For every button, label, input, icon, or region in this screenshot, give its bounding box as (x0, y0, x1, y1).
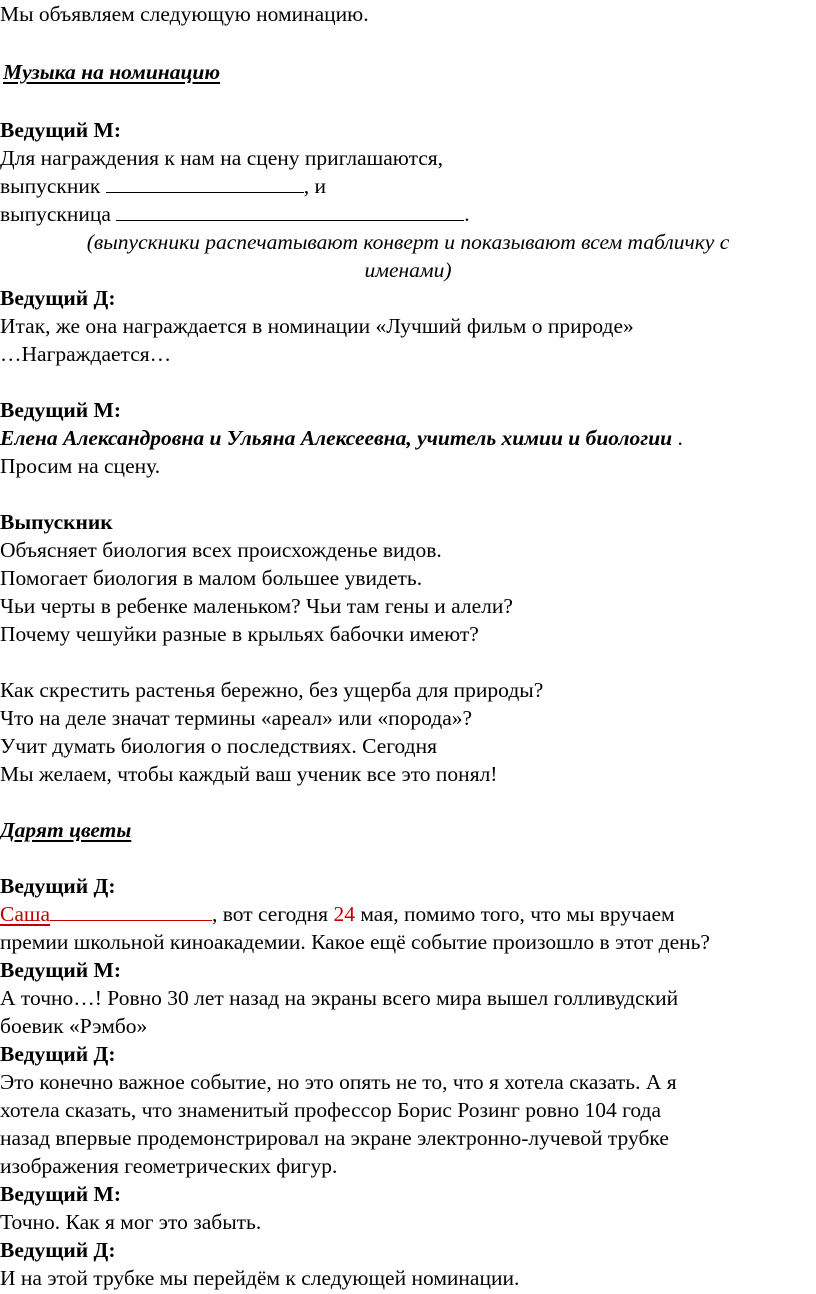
dialogue-text: . (672, 426, 683, 450)
dialogue-text: , и (303, 174, 326, 198)
dialogue-line: А точно…! Ровно 30 лет назад на экраны всего мира вышел голливудский (0, 986, 679, 1010)
dialogue-line: И на этой трубке мы перейдём к следующей номинации. (0, 1266, 520, 1290)
dialogue-line: Для награждения к нам на сцену приглашаются, (0, 146, 444, 170)
dialogue-line: боевик «Рэмбо» (0, 1014, 148, 1038)
dialogue-line: изображения геометрических фигур. (0, 1154, 338, 1178)
highlighted-date: 24 (333, 902, 355, 926)
speaker-label: Ведущий М: (0, 958, 121, 982)
poem-line: Объясняет биология всех происхожденье видов. (0, 538, 442, 562)
stage-direction-text: Дарят цветы (0, 818, 132, 842)
name-blank (106, 174, 304, 193)
dialogue-line: Точно. Как я мог это забыть. (0, 1210, 262, 1234)
speaker-label: Ведущий М: (0, 118, 121, 142)
highlighted-name: Саша (0, 902, 50, 926)
poem-line: Что на деле значат термины «ареал» или «порода»? (0, 706, 473, 730)
poem-line: Чьи черты в ребенке маленьком? Чьи там гены и алели? (0, 594, 513, 618)
speaker-label: Ведущий Д: (0, 286, 116, 310)
dialogue-text: выпускница (0, 202, 111, 226)
poem-line: Учит думать биология о последствиях. Сегодня (0, 734, 437, 758)
stage-direction-music (3, 58, 816, 86)
dialogue-line: хотела сказать, что знаменитый профессор Борис Розинг ровно 104 года (0, 1098, 662, 1122)
dialogue-line: назад впервые продемонстрировал на экране электронно-лучевой трубке (0, 1126, 669, 1150)
dialogue-text: выпускник (0, 174, 101, 198)
speaker-label: Ведущий Д: (0, 874, 116, 898)
stage-direction-text: Музыка на номинацию (3, 60, 221, 84)
speaker-label: Ведущий М: (0, 1182, 121, 1206)
dialogue-text: , вот сегодня (211, 902, 334, 926)
speaker-label: Ведущий Д: (0, 1042, 116, 1066)
dialogue-line: …Награждается… (0, 342, 172, 366)
stage-direction: именами) (364, 258, 452, 282)
awardee-names: Елена Александровна и Ульяна Алексеевна, учитель химии и биологии (0, 426, 673, 450)
dialogue-line-with-date (0, 900, 816, 928)
announcement-line: Мы объявляем следующую номинацию. (0, 2, 369, 26)
dialogue-line-with-blank (0, 200, 816, 228)
awardee-line (0, 424, 816, 452)
poem-line: Почему чешуйки разные в крыльях бабочки имеют? (0, 622, 479, 646)
poem-line: Мы желаем, чтобы каждый ваш ученик все это понял! (0, 762, 498, 786)
dialogue-line: премии школьной киноакадемии. Какое ещё событие произошло в этот день? (0, 930, 710, 954)
name-blank (50, 902, 212, 921)
dialogue-line: Это конечно важное событие, но это опять не то, что я хотела сказать. А я (0, 1070, 677, 1094)
dialogue-line: Итак, же она награждается в номинации «Лучший фильм о природе» (0, 314, 634, 338)
dialogue-line-with-blank (0, 172, 816, 200)
dialogue-text: мая, помимо того, что мы вручаем (354, 902, 675, 926)
stage-direction: (выпускники распечатывают конверт и показывают всем табличку с (86, 230, 730, 254)
stage-direction-flowers (0, 816, 816, 844)
poem-line: Помогает биология в малом большее увидеть. (0, 566, 423, 590)
dialogue-line: Просим на сцену. (0, 454, 161, 478)
name-blank (116, 202, 464, 221)
speaker-label: Ведущий М: (0, 398, 121, 422)
speaker-label: Выпускник (0, 510, 113, 534)
poem-line: Как скрестить растенья бережно, без ущерба для природы? (0, 678, 544, 702)
dialogue-text: . (464, 202, 470, 226)
speaker-label: Ведущий Д: (0, 1238, 116, 1262)
